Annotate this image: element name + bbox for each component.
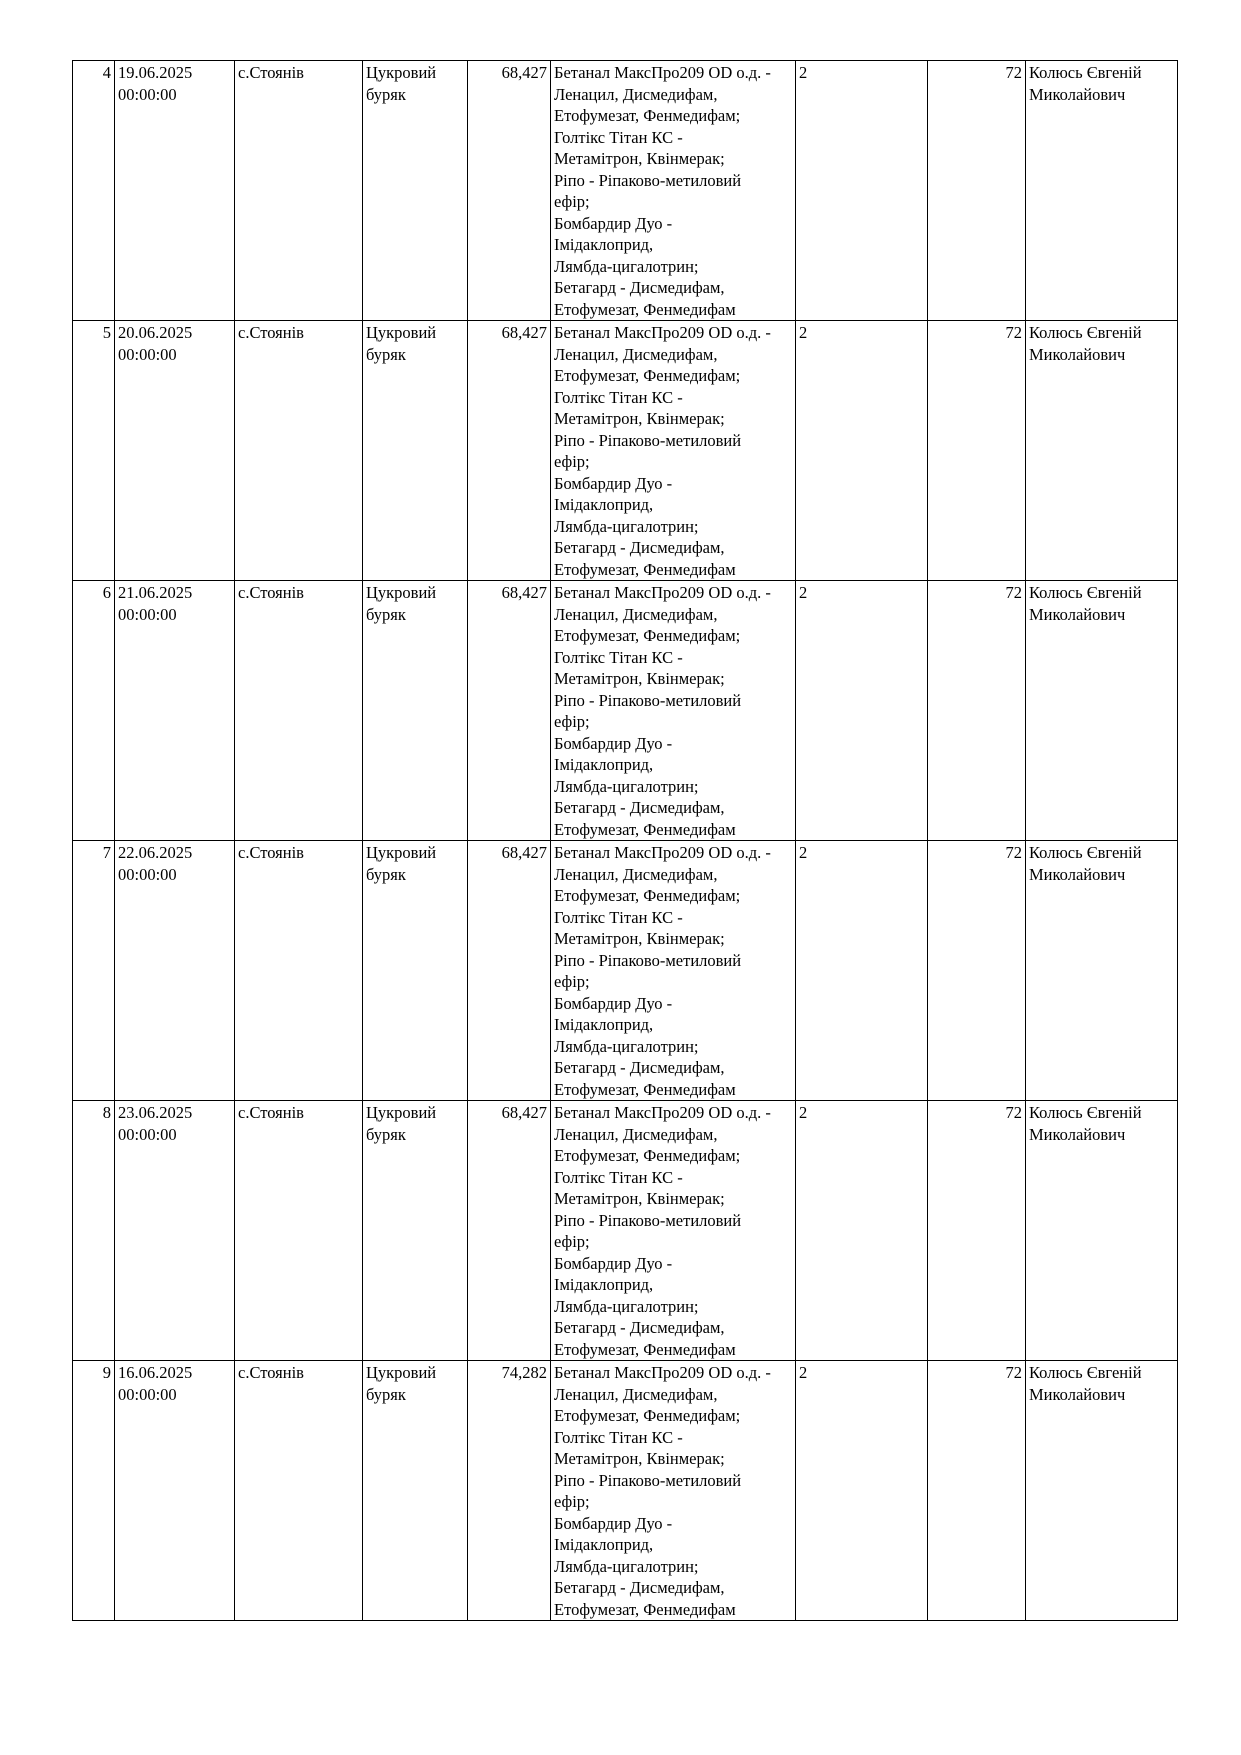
- products-cell: [551, 1101, 796, 1361]
- date-text: 22.06.2025: [118, 843, 193, 862]
- hazard-class: 2: [799, 843, 808, 862]
- products-cell: [551, 841, 796, 1101]
- product-line: Ленацил, Дисмедифам,: [554, 344, 718, 364]
- person-name: Колюсь Євгеній: [1029, 1103, 1142, 1122]
- product-line: Ріпо - Ріпаково-метиловий: [554, 950, 742, 970]
- date-cell: [115, 841, 235, 1101]
- hours-cell: [928, 1101, 1026, 1361]
- village-cell: [235, 841, 363, 1101]
- product-line: Метамітрон, Квінмерак;: [554, 669, 725, 688]
- person-name: Миколайович: [1029, 864, 1126, 884]
- crop-cell: [363, 581, 468, 841]
- village-cell: [235, 1101, 363, 1361]
- product-line: Етофумезат, Фенмедифам;: [554, 1146, 741, 1165]
- hours-value: 72: [1005, 63, 1022, 82]
- row-number: 6: [102, 583, 111, 602]
- product-line: Етофумезат, Фенмедифам: [554, 299, 736, 319]
- product-line: Імідаклоприд,: [554, 1275, 654, 1294]
- date-cell: [115, 1101, 235, 1361]
- product-line: Метамітрон, Квінмерак;: [554, 409, 725, 428]
- area-cell: [468, 61, 551, 321]
- product-line: ефір;: [554, 712, 590, 731]
- product-line: Бомбардир Дуо -: [554, 993, 673, 1013]
- product-line: Ленацил, Дисмедифам,: [554, 864, 718, 884]
- product-line: Лямбда-цигалотрин;: [554, 1296, 699, 1316]
- hazard-class: 2: [799, 1103, 808, 1122]
- area-value: 68,427: [501, 583, 547, 602]
- person-name: Колюсь Євгеній: [1029, 843, 1142, 862]
- area-value: 74,282: [501, 1363, 547, 1382]
- product-line: Імідаклоприд,: [554, 235, 654, 254]
- product-line: Бетанал МаксПро209 OD о.д. -: [554, 63, 771, 82]
- row-number: 9: [102, 1363, 111, 1382]
- product-line: ефір;: [554, 972, 590, 991]
- product-line: Етофумезат, Фенмедифам: [554, 1339, 736, 1359]
- village-text: с.Стоянів: [238, 1363, 304, 1382]
- products-cell: [551, 61, 796, 321]
- hazard-class: 2: [799, 1363, 808, 1382]
- person-cell: [1026, 1361, 1178, 1621]
- product-line: Бетанал МаксПро209 OD о.д. -: [554, 1363, 771, 1382]
- area-value: 68,427: [501, 1103, 547, 1122]
- class-cell: [796, 1361, 928, 1621]
- hazard-class: 2: [799, 583, 808, 602]
- time-text: 00:00:00: [118, 604, 177, 624]
- crop-text: Цукровий: [366, 1103, 437, 1122]
- person-name: Миколайович: [1029, 84, 1126, 104]
- person-name: Миколайович: [1029, 604, 1126, 624]
- village-text: с.Стоянів: [238, 1103, 304, 1122]
- row-number: 5: [102, 323, 111, 342]
- date-text: 23.06.2025: [118, 1103, 193, 1122]
- area-cell: [468, 841, 551, 1101]
- product-line: Імідаклоприд,: [554, 755, 654, 774]
- date-cell: [115, 581, 235, 841]
- product-line: Метамітрон, Квінмерак;: [554, 1449, 725, 1468]
- hours-value: 72: [1005, 1103, 1022, 1122]
- product-line: Ленацил, Дисмедифам,: [554, 1384, 718, 1404]
- product-line: Голтікс Тітан КС -: [554, 907, 683, 927]
- table-row: [73, 1361, 1178, 1621]
- time-text: 00:00:00: [118, 864, 177, 884]
- product-line: Ленацил, Дисмедифам,: [554, 1124, 718, 1144]
- area-cell: [468, 581, 551, 841]
- product-line: Бетагард - Дисмедифам,: [554, 278, 725, 297]
- product-line: Голтікс Тітан КС -: [554, 387, 683, 407]
- class-cell: [796, 61, 928, 321]
- product-line: Імідаклоприд,: [554, 1535, 654, 1554]
- area-cell: [468, 1101, 551, 1361]
- product-line: Бомбардир Дуо -: [554, 1253, 673, 1273]
- product-line: Етофумезат, Фенмедифам;: [554, 106, 741, 125]
- product-line: Бомбардир Дуо -: [554, 733, 673, 753]
- product-line: Етофумезат, Фенмедифам;: [554, 366, 741, 385]
- area-cell: [468, 321, 551, 581]
- hours-value: 72: [1005, 1363, 1022, 1382]
- person-name: Колюсь Євгеній: [1029, 583, 1142, 602]
- crop-cell: [363, 61, 468, 321]
- product-line: ефір;: [554, 192, 590, 211]
- time-text: 00:00:00: [118, 84, 177, 104]
- table-row: [73, 61, 1178, 321]
- product-line: Метамітрон, Квінмерак;: [554, 929, 725, 948]
- product-line: Лямбда-цигалотрин;: [554, 256, 699, 276]
- hazard-class: 2: [799, 63, 808, 82]
- products-cell: [551, 581, 796, 841]
- product-line: Ріпо - Ріпаково-метиловий: [554, 1470, 742, 1490]
- date-text: 21.06.2025: [118, 583, 193, 602]
- table-row: [73, 841, 1178, 1101]
- row-number-cell: [73, 1101, 115, 1361]
- product-line: Бомбардир Дуо -: [554, 473, 673, 493]
- village-text: с.Стоянів: [238, 323, 304, 342]
- product-line: Бетанал МаксПро209 OD о.д. -: [554, 1103, 771, 1122]
- hazard-class: 2: [799, 323, 808, 342]
- product-line: Голтікс Тітан КС -: [554, 1167, 683, 1187]
- product-line: Етофумезат, Фенмедифам: [554, 1599, 736, 1619]
- product-line: ефір;: [554, 452, 590, 471]
- hours-cell: [928, 581, 1026, 841]
- crop-cell: [363, 1101, 468, 1361]
- product-line: Бетанал МаксПро209 OD о.д. -: [554, 583, 771, 602]
- person-name: Колюсь Євгеній: [1029, 63, 1142, 82]
- product-line: Ріпо - Ріпаково-метиловий: [554, 1210, 742, 1230]
- person-cell: [1026, 321, 1178, 581]
- table-body: [73, 61, 1178, 1621]
- hours-cell: [928, 61, 1026, 321]
- product-line: Голтікс Тітан КС -: [554, 1427, 683, 1447]
- product-line: Етофумезат, Фенмедифам: [554, 559, 736, 579]
- row-number: 8: [102, 1103, 111, 1122]
- product-line: Бетагард - Дисмедифам,: [554, 1058, 725, 1077]
- hours-cell: [928, 1361, 1026, 1621]
- row-number-cell: [73, 841, 115, 1101]
- time-text: 00:00:00: [118, 1124, 177, 1144]
- class-cell: [796, 321, 928, 581]
- product-line: ефір;: [554, 1232, 590, 1251]
- crop-text: Цукровий: [366, 583, 437, 602]
- product-line: Етофумезат, Фенмедифам;: [554, 886, 741, 905]
- person-cell: [1026, 581, 1178, 841]
- crop-text: Цукровий: [366, 1363, 437, 1382]
- crop-cell: [363, 1361, 468, 1621]
- row-number-cell: [73, 61, 115, 321]
- village-cell: [235, 321, 363, 581]
- product-line: Етофумезат, Фенмедифам;: [554, 626, 741, 645]
- product-line: Етофумезат, Фенмедифам: [554, 1079, 736, 1099]
- row-number-cell: [73, 321, 115, 581]
- person-cell: [1026, 61, 1178, 321]
- village-text: с.Стоянів: [238, 843, 304, 862]
- product-line: Бетагард - Дисмедифам,: [554, 1318, 725, 1337]
- treatment-table: [72, 60, 1178, 1621]
- row-number: 7: [102, 843, 111, 862]
- village-cell: [235, 61, 363, 321]
- product-line: Голтікс Тітан КС -: [554, 647, 683, 667]
- time-text: 00:00:00: [118, 1384, 177, 1404]
- date-text: 16.06.2025: [118, 1363, 193, 1382]
- village-cell: [235, 1361, 363, 1621]
- product-line: Етофумезат, Фенмедифам;: [554, 1406, 741, 1425]
- product-line: Бетанал МаксПро209 OD о.д. -: [554, 323, 771, 342]
- hours-value: 72: [1005, 843, 1022, 862]
- product-line: Ленацил, Дисмедифам,: [554, 604, 718, 624]
- area-value: 68,427: [501, 323, 547, 342]
- hours-value: 72: [1005, 583, 1022, 602]
- product-line: Лямбда-цигалотрин;: [554, 776, 699, 796]
- area-value: 68,427: [501, 63, 547, 82]
- row-number-cell: [73, 1361, 115, 1621]
- product-line: Лямбда-цигалотрин;: [554, 516, 699, 536]
- row-number-cell: [73, 581, 115, 841]
- product-line: Лямбда-цигалотрин;: [554, 1556, 699, 1576]
- hours-cell: [928, 321, 1026, 581]
- crop-text: Цукровий: [366, 843, 437, 862]
- products-cell: [551, 321, 796, 581]
- hours-value: 72: [1005, 323, 1022, 342]
- row-number: 4: [102, 63, 111, 82]
- village-cell: [235, 581, 363, 841]
- product-line: Голтікс Тітан КС -: [554, 127, 683, 147]
- product-line: Бомбардир Дуо -: [554, 213, 673, 233]
- product-line: ефір;: [554, 1492, 590, 1511]
- crop-text: буряк: [366, 84, 406, 104]
- product-line: Лямбда-цигалотрин;: [554, 1036, 699, 1056]
- date-text: 20.06.2025: [118, 323, 193, 342]
- crop-cell: [363, 321, 468, 581]
- crop-text: Цукровий: [366, 63, 437, 82]
- table-row: [73, 581, 1178, 841]
- village-text: с.Стоянів: [238, 583, 304, 602]
- class-cell: [796, 581, 928, 841]
- product-line: Бетагард - Дисмедифам,: [554, 1578, 725, 1597]
- product-line: Імідаклоприд,: [554, 1015, 654, 1034]
- person-cell: [1026, 1101, 1178, 1361]
- product-line: Ріпо - Ріпаково-метиловий: [554, 430, 742, 450]
- product-line: Метамітрон, Квінмерак;: [554, 1189, 725, 1208]
- person-name: Миколайович: [1029, 344, 1126, 364]
- person-cell: [1026, 841, 1178, 1101]
- crop-text: буряк: [366, 1384, 406, 1404]
- hours-cell: [928, 841, 1026, 1101]
- product-line: Метамітрон, Квінмерак;: [554, 149, 725, 168]
- product-line: Ленацил, Дисмедифам,: [554, 84, 718, 104]
- product-line: Бомбардир Дуо -: [554, 1513, 673, 1533]
- date-cell: [115, 61, 235, 321]
- product-line: Ріпо - Ріпаково-метиловий: [554, 690, 742, 710]
- product-line: Імідаклоприд,: [554, 495, 654, 514]
- table-row: [73, 1101, 1178, 1361]
- products-cell: [551, 1361, 796, 1621]
- crop-cell: [363, 841, 468, 1101]
- person-name: Колюсь Євгеній: [1029, 323, 1142, 342]
- crop-text: буряк: [366, 344, 406, 364]
- crop-text: Цукровий: [366, 323, 437, 342]
- crop-text: буряк: [366, 864, 406, 884]
- time-text: 00:00:00: [118, 344, 177, 364]
- product-line: Ріпо - Ріпаково-метиловий: [554, 170, 742, 190]
- person-name: Миколайович: [1029, 1384, 1126, 1404]
- product-line: Бетагард - Дисмедифам,: [554, 538, 725, 557]
- area-cell: [468, 1361, 551, 1621]
- village-text: с.Стоянів: [238, 63, 304, 82]
- table-row: [73, 321, 1178, 581]
- date-cell: [115, 321, 235, 581]
- date-text: 19.06.2025: [118, 63, 193, 82]
- product-line: Етофумезат, Фенмедифам: [554, 819, 736, 839]
- crop-text: буряк: [366, 1124, 406, 1144]
- date-cell: [115, 1361, 235, 1621]
- product-line: Бетагард - Дисмедифам,: [554, 798, 725, 817]
- product-line: Бетанал МаксПро209 OD о.д. -: [554, 843, 771, 862]
- person-name: Колюсь Євгеній: [1029, 1363, 1142, 1382]
- area-value: 68,427: [501, 843, 547, 862]
- crop-text: буряк: [366, 604, 406, 624]
- class-cell: [796, 841, 928, 1101]
- class-cell: [796, 1101, 928, 1361]
- person-name: Миколайович: [1029, 1124, 1126, 1144]
